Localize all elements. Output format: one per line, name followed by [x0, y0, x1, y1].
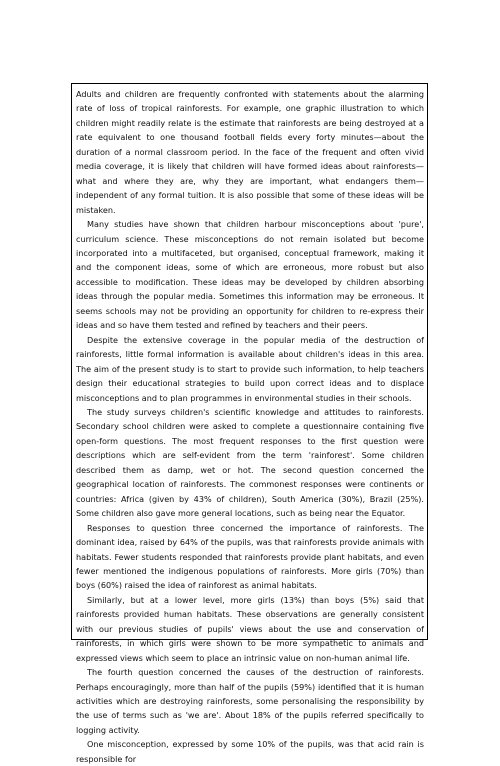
- paragraph-8: One misconception, expressed by some 10% of the pupils, was that acid rain is responsible for: [76, 739, 424, 764]
- paragraph-7: The fourth question concerned the causes of the destruction of rainforests. Perhaps encouragingly, more than half of the pupils (59%) identified that it is human activities which are destroying rainforests, some personalising the responsibility by the use of terms such as 'we are'. About 18% of the pupils referred specifically to logging activity.: [76, 667, 424, 735]
- paragraph-5: Responses to question three concerned the importance of rainforests. The dominant idea, raised by 64% of the pupils, was that rainforests provide animals with habitats. Fewer students responded that rainforests provide plant habitats, and even fewer mentioned the indigenous populations of rainforests. More girls (70%) than boys (60%) raised the idea of rainforest as animal habitats.: [76, 522, 424, 591]
- paragraph-3: Despite the extensive coverage in the popular media of the destruction of rainforests, little formal information is available about children's ideas in this area. The aim of the present study is to start to provide such information, to help teachers design their educational strategies to build upon correct ideas and to displace misconceptions and to plan programmes in environmental studies in their schools.: [76, 334, 424, 403]
- paragraph-4: The study surveys children's scientific knowledge and attitudes to rainforests. Secondary school children were asked to complete a questionnaire containing five open-form questions. The most frequent responses to the first question were descriptions which are self-evident from the term 'rainforest'. Some children described them as damp, wet or hot. The second question concerned the geographical location of rainforests. The commonest responses were continents or countries: Africa (given by 43% of children), South America (30%), Brazil (25%). Some children also gave more general locations, such as being near the Equator.: [76, 406, 424, 519]
- text-frame: [71, 83, 428, 764]
- paragraph-2: Many studies have shown that children harbour misconceptions about 'pure', curriculum science. These misconceptions do not remain isolated but become incorporated into a multifaceted, but organised, conceptual framework, making it and the component ideas, some of which are erroneous, more robust but also accessible to modification. These ideas may be developed by children absorbing ideas through the popular media. Sometimes this information may be erroneous. It seems schools may not be providing an opportunity for children to re-express their ideas and so have them tested and refined by teachers and their peers.: [76, 219, 424, 331]
- paragraph-1: Adults and children are frequently confronted with statements about the alarming rate of loss of tropical rainforests. For example, one graphic illustration to which children might readily relate is the estimate that rainforests are being destroyed at a rate equivalent to one thousand football fields every forty minutes—about the duration of a normal classroom period. In the face of the frequent and often vivid media coverage, it is likely that children will have formed ideas about rainforests—what and where they are, why they are important, what endangers them—independent of any formal tuition. It is also possible that some of these ideas will be mistaken.: [76, 89, 424, 215]
- paragraph-6: Similarly, but at a lower level, more girls (13%) than boys (5%) said that rainforests provided human habitats. These observations are generally consistent with our previous studies of pupils' views about the use and conservation of rainforests, in which girls were shown to be more sympathetic to animals and expressed views which seem to place an intrinsic value on non-human animal life.: [76, 594, 424, 663]
